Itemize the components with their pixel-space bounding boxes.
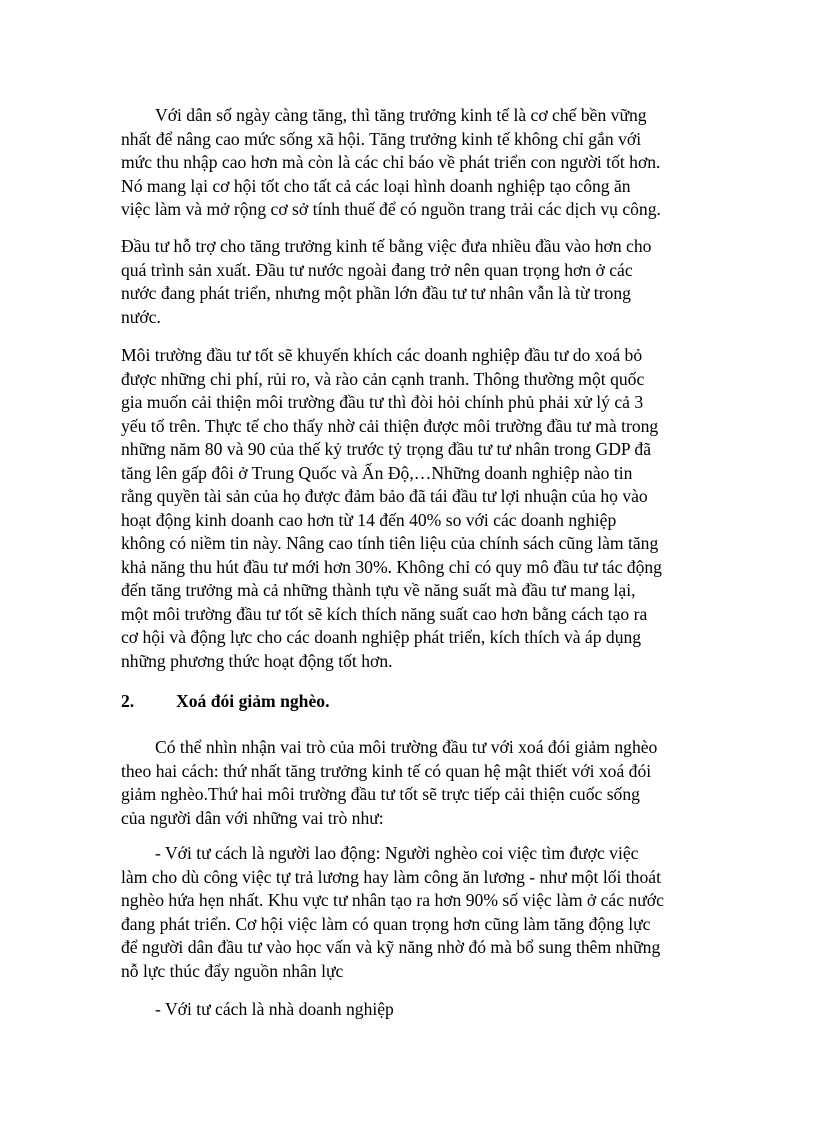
paragraph-investment-support [121,235,699,329]
text-line: giảm nghèo.Thứ hai môi trường đầu tư tốt sẽ trực tiếp cải thiện cuốc sống [121,784,640,804]
text-line: một môi trường đầu tư tốt sẽ kích thích năng suất cao hơn bằng cách tạo ra [121,603,648,624]
text-line: nghèo hứa hẹn nhất. Khu vực tư nhân tạo ra hơn 90% số việc làm ở các nước [121,890,664,910]
section-heading [121,690,699,714]
text-line: - Với tư cách là người lao động: Người nghèo coi việc tìm được việc [155,843,639,863]
text-line: nước đang phát triển, nhưng một phần lớn đầu tư tư nhân vẫn là từ trong [121,283,631,303]
text-line: gia muốn cải thiện môi trường đầu tư thì đòi hỏi chính phủ phải xử lý cả 3 [121,392,644,412]
text-line: được những chi phí, rủi ro, và rào cản cạnh tranh. Thông thường một quốc [121,368,645,389]
text-line: Có thể nhìn nhận vai trò của môi trường đầu tư với xoá đói giảm nghèo [155,737,658,757]
text-line: của người dân với những vai trò như: [121,807,384,828]
text-line: nhất để nâng cao mức sống xã hội. Tăng trưởng kinh tế không chỉ gắn với [121,128,642,149]
text-line: theo hai cách: thứ nhất tăng trưởng kinh tế có quan hệ mật thiết với xoá đói [121,760,652,781]
text-line: nỗ lực thúc đẩy nguồn nhân lực [121,960,344,981]
text-line: Đầu tư hỗ trợ cho tăng trưởng kinh tế bằng việc đưa nhiều đầu vào hơn cho [121,236,652,256]
text-line: cơ hội và động lực cho các doanh nghiệp phát triển, kích thích và áp dụng [121,627,642,647]
text-line: đang phát triển. Cơ hội việc làm có quan trọng hơn cũng làm tăng động lực [121,913,651,934]
text-line: làm cho dù công việc tự trả lương hay làm công ăn lương - như một lối thoát [121,866,661,887]
paragraph-growth [121,104,699,222]
text-line: đến tăng trưởng mà cả những thành tựu về năng suất mà đầu tư mang lại, [121,580,636,600]
paragraph-worker-role [121,842,699,983]
text-line: tăng lên gấp đôi ở Trung Quốc và Ấn Độ,…Những doanh nghiệp nào tin [121,462,633,483]
text-line: để người dân đầu tư vào học vấn và kỹ năng nhờ đó mà bổ sung thêm những [121,937,661,957]
text-line: khả năng thu hút đầu tư mới hơn 30%. Không chỉ có quy mô đầu tư tác động [121,556,662,577]
text-line: không có niềm tin này. Nâng cao tính tiên liệu của chính sách cũng làm tăng [121,533,659,553]
text-line: mức thu nhập cao hơn mà còn là các chỉ báo về phát triển con người tốt hơn. [121,152,661,172]
text-line: Nó mang lại cơ hội tốt cho tất cả các loại hình doanh nghiệp tạo công ăn [121,175,631,196]
text-line: quá trình sản xuất. Đầu tư nước ngoài đang trở nên quan trọng hơn ở các [121,259,633,280]
text-line: nước. [121,306,161,327]
paragraph-poverty [121,736,699,830]
text-line: rằng quyền tài sản của họ được đảm bảo đã tái đầu tư lợi nhuận của họ vào [121,486,648,506]
text-line: yếu tố trên. Thực tế cho thấy nhờ cải thiện được môi trường đầu tư mà trong [121,415,659,436]
text-line: hoạt động kinh doanh cao hơn từ 14 đến 40% so với các doanh nghiệp [121,509,617,530]
text-line: những phương thức hoạt động tốt hơn. [121,650,393,671]
text-line: việc làm và mở rộng cơ sở tính thuế để có nguồn trang trải các dịch vụ công. [121,199,661,219]
text-line: Với dân số ngày càng tăng, thì tăng trưởng kinh tế là cơ chế bền vững [155,105,647,125]
text-line: Môi trường đầu tư tốt sẽ khuyến khích các doanh nghiệp đầu tư do xoá bỏ [121,345,643,365]
paragraph-investment-environment [121,344,699,673]
text-line: những năm 80 và 90 của thế kỷ trước tỷ trọng đầu tư tư nhân trong GDP đã [121,439,652,459]
text-line: - Với tư cách là nhà doanh nghiệp [155,999,394,1019]
section-number: 2. [121,691,135,711]
paragraph-entrepreneur-role [121,998,699,1022]
section-title: Xoá đói giảm nghèo. [176,691,330,711]
